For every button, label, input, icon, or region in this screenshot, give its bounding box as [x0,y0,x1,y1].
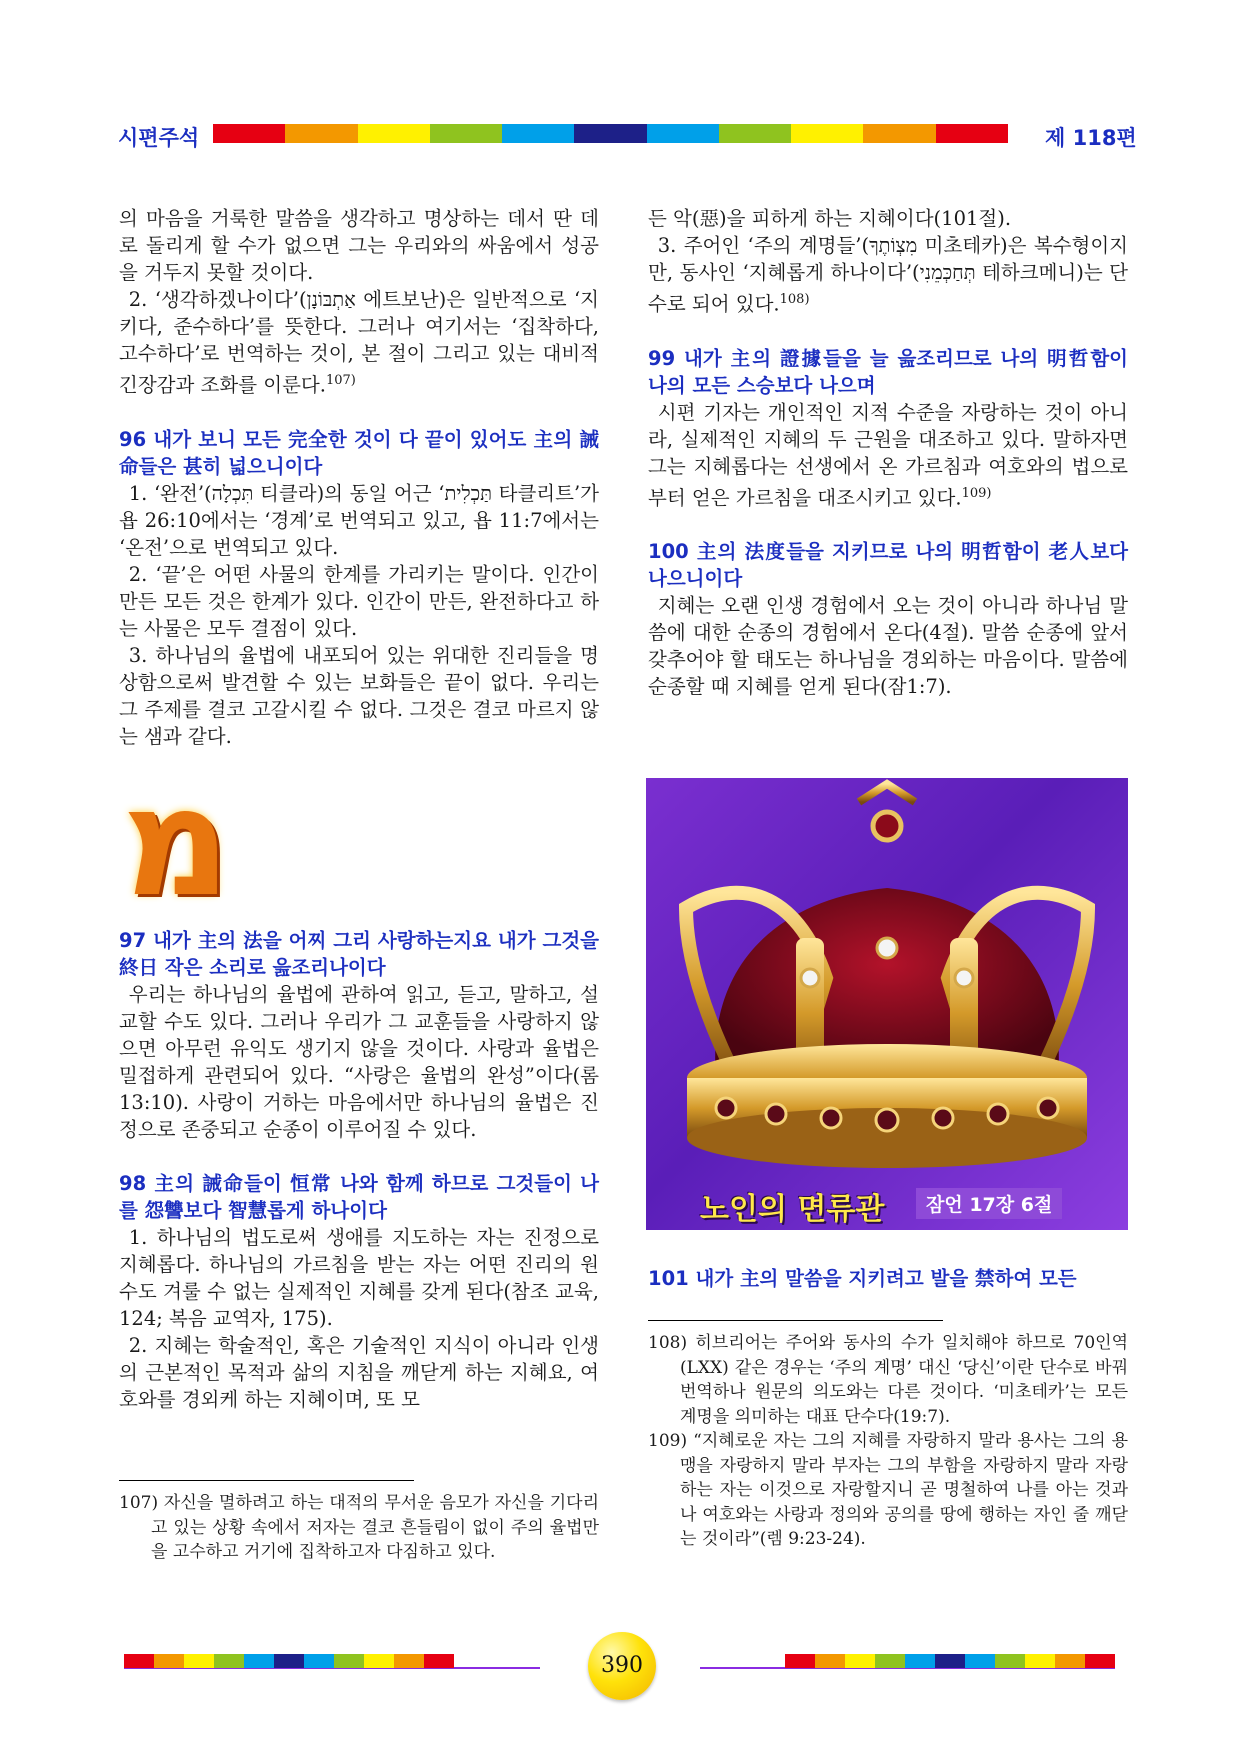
color-segment [863,124,935,143]
footnote-ref: 108) [779,292,810,307]
footer-color-bar-right [785,1654,1115,1668]
footnotes-left [119,1491,599,1565]
right-column [648,205,1128,700]
color-segment [719,124,791,143]
paragraph: 3. 주어인 ‘주의 계명들’(מִצְוֹתֶךָ 미초테카)은 복수형이지만, 동사인 ‘지혜롭게 하나이다’(תְּחַכְּמֵנִי 테하크메니)는 단수로 되어 있다.$^{108)}$ [648,234,1129,316]
paragraph: 우리는 하나님의 율법에 관하여 읽고, 듣고, 말하고, 설교할 수도 있다. 그러나 우리가 그 교훈들을 사랑하지 않으면 아무런 유익도 생기지 않을 것이다. 사랑과 율법은 밀접하게 관련되어 있다. “사랑은 율법의 완성”이다(롬 13:10). 사랑이 거하는 마음에서만 하나님의 율법은 진정으로 존중되고 순종이 이루어질 수 있다. [119,983,599,1141]
header-color-bar [213,124,1008,143]
color-segment [1085,1654,1115,1668]
color-segment [1055,1654,1085,1668]
footnote-109: 109) “지혜로운 자는 그의 지혜를 자랑하지 말라 용사는 그의 용맹을 자랑하지 말라 부자는 그의 부함을 자랑하지 말라 자랑하는 자는 이것으로 자랑할지니 곧 명철하여 나를 아는 것과 나 여호와는 사랑과 정의와 공의를 땅에 행하는 자인 줄 깨닫는 것이라”(렘 9:23-24). [648,1431,1128,1549]
color-segment [965,1654,995,1668]
color-segment [334,1654,364,1668]
paragraph: 3. 하나님의 율법에 내포되어 있는 위대한 진리들을 명상함으로써 발견할 수 있는 보화들은 끝이 없다. 우리는 그 주제를 결코 고갈시킬 수 없다. 그것은 결코 마르지 않는 샘과 같다. [119,643,599,748]
color-segment [364,1654,394,1668]
color-segment [1025,1654,1055,1668]
color-segment [394,1654,424,1668]
page-number-badge [588,1632,656,1700]
paragraph: 1. 하나님의 법도로써 생애를 지도하는 자는 진정으로 지혜롭다. 하나님의 가르침을 받는 자는 어떤 진리의 원수도 겨룰 수 없는 실제적인 지혜를 갖게 된다(참조 교육, 124; 복음 교역자, 175). [119,1226,599,1330]
hebrew-letter-mem-graphic: מ [122,756,231,930]
running-header-left: 시편주석 [118,126,200,150]
paragraph: 시편 기자는 개인적인 지적 수준을 자랑하는 것이 아니라, 실제적인 지혜의 두 근원을 대조하고 있다. 말하자면 그는 지혜롭다는 선생에서 온 가르침과 여호와의 법으로부터 얻은 가르침을 대조시키고 있다.$^{109)}$ [648,400,1128,509]
color-segment [285,124,357,143]
verse-heading-101: 101 내가 主의 말씀을 지키려고 발을 禁하여 모든 [648,1267,1077,1290]
color-segment [936,124,1008,143]
color-segment [358,124,430,143]
paragraph: 1. ‘완전’(תִּכְלָה 티클라)의 동일 어근 ‘תַּכְלִית 타클리트’가 욥 26:10에서는 ‘경계’로 번역되고 있고, 욥 11:7에서는 ‘온전’으로 번역되고 있다. [119,481,600,559]
paragraph: 2. ‘끝’은 어떤 사물의 한계를 가리키는 말이다. 인간이 만든 모든 것은 한계가 있다. 인간이 만든, 완전하다고 하는 사물은 모두 결점이 있다. [119,562,599,640]
color-segment [502,124,574,143]
color-segment [785,1654,815,1668]
footnote-divider [648,1320,943,1321]
running-header-right: 제 118편 [1045,126,1137,150]
footnote-ref: 107) [325,373,356,388]
color-segment [304,1654,334,1668]
footer-color-bar-left [124,1654,454,1668]
color-segment [214,1654,244,1668]
paragraph: 지혜는 오랜 인생 경험에서 오는 것이 아니라 하나님 말씀에 대한 순종의 경험에서 온다(4절). 말씀 순종에 앞서 갖추어야 할 태도는 하나님을 경외하는 마음이다. 말씀에 순종할 때 지혜를 얻게 된다(잠1:7). [648,594,1128,698]
left-column [119,205,599,750]
color-segment [647,124,719,143]
paragraph: 2. 지혜는 학술적인, 혹은 기술적인 지식이 아니라 인생의 근본적인 목적과 삶의 지침을 깨닫게 하는 지혜요, 여호와를 경외케 하는 지혜이며, 또 모 [119,1334,599,1411]
color-segment [430,124,502,143]
color-segment [154,1654,184,1668]
footnote-107: 107) 자신을 멸하려고 하는 대적의 무서운 음모가 자신을 기다리고 있는 상황 속에서 저자는 결코 흔들림이 없이 주의 율법만을 고수하고 거기에 집착하고자 다짐하고 있다. [119,1493,599,1562]
color-segment [424,1654,454,1668]
color-segment [124,1654,154,1668]
paragraph: 든 악(惡)을 피하게 하는 지혜이다(101절). [648,207,1012,230]
page-number: 390 [601,1653,643,1678]
paragraph: 2. ‘생각하겠나이다’(אַתְבּוֹנָן 에트보난)은 일반적으로 ‘지키다, 준수하다’를 뜻한다. 그러나 여기서는 ‘집착하다, 고수하다’로 번역하는 것이, 본 절이 그리고 있는 대비적 긴장감과 조화를 이룬다.$^{107)}$ [119,288,600,397]
paragraph: 의 마음을 거룩한 말씀을 생각하고 명상하는 데서 딴 데로 돌리게 할 수가 없으면 그는 우리와의 싸움에서 성공을 거두지 못할 것이다. [119,207,599,284]
color-segment [791,124,863,143]
color-segment [213,124,285,143]
color-segment [995,1654,1025,1668]
color-segment [244,1654,274,1668]
crown-illustration [646,778,1128,1230]
right-column-lower [648,1265,1128,1292]
footnote-ref: 109) [961,485,992,501]
verse-heading-98: 98 主의 誡命들이 恒常 나와 함께 하므로 그것들이 나를 怨讐보다 智慧롭게 하나이다 [119,1172,599,1222]
color-segment [875,1654,905,1668]
color-segment [905,1654,935,1668]
footnotes-right [648,1331,1128,1552]
color-segment [274,1654,304,1668]
image-caption-title: 노인의 면류관 [700,1192,885,1227]
color-segment [845,1654,875,1668]
verse-heading-97: 97 내가 主의 法을 어찌 그리 사랑하는지요 내가 그것을 終日 작은 소리로 읊조리나이다 [119,929,599,979]
color-segment [574,124,646,143]
verse-heading-96: 96 내가 보니 모든 完全한 것이 다 끝이 있어도 主의 誡命들은 甚히 넓으니이다 [119,427,599,478]
left-column-lower [119,927,599,1413]
crown-icon [646,778,1128,1230]
footnote-divider [119,1480,414,1481]
verse-heading-100: 100 主의 法度들을 지키므로 나의 明哲함이 老人보다 나으니이다 [648,540,1128,590]
footnote-108: 108) 히브리어는 주어와 동사의 수가 일치해야 하므로 70인역(LXX) 같은 경우는 ‘주의 계명’ 대신 ‘당신’이란 단수로 바꿔 번역하나 원문의 의도와는 다른 것이다. ‘미초테카’는 모든 계명을 의미하는 대표 단수다(19:7). [648,1333,1128,1427]
color-segment [815,1654,845,1668]
color-segment [935,1654,965,1668]
image-caption-ref: 잠언 17장 6절 [916,1188,1062,1219]
verse-heading-99: 99 내가 主의 證據들을 늘 읊조리므로 나의 明哲함이 나의 모든 스승보다 나으며 [648,346,1128,397]
color-segment [184,1654,214,1668]
